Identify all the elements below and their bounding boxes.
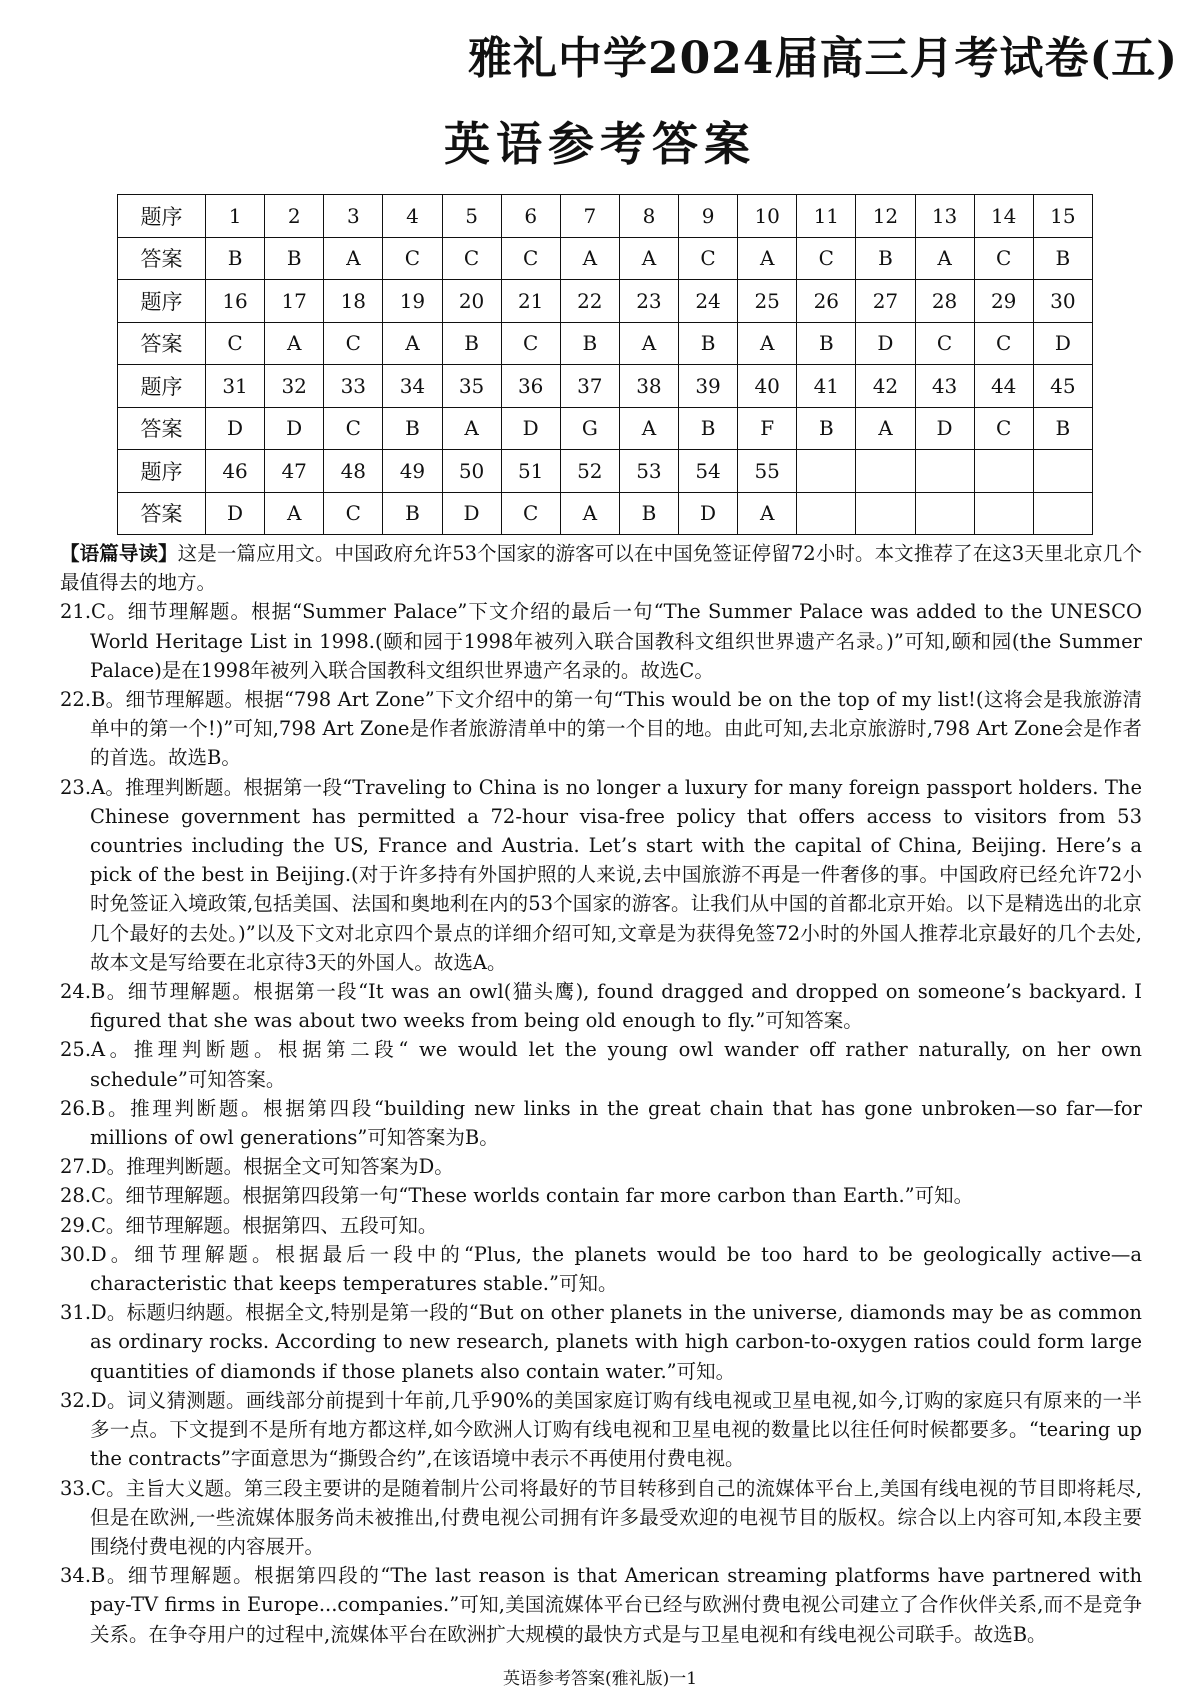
answer-cell: F [738,407,797,450]
question-number-cell: 8 [619,195,678,238]
explanation-item: 29.C。细节理解题。根据第四、五段可知。 [60,1213,438,1237]
answer-cell: C [324,407,383,450]
answer-cell: C [442,237,501,280]
answer-cell: C [797,237,856,280]
answer-cell: B [206,237,265,280]
answer-cell: B [383,492,442,535]
question-number-cell: 34 [383,365,442,408]
question-number-cell: 41 [797,365,856,408]
answer-cell [856,492,915,535]
answer-cell [915,492,974,535]
answer-cell: B [265,237,324,280]
question-number-cell: 37 [560,365,619,408]
answer-cell: C [324,492,383,535]
explanation-item: 27.D。推理判断题。根据全文可知答案为D。 [60,1155,454,1179]
answer-cell: A [619,237,678,280]
explanation-item: 25.A。推理判断题。根据第二段“ we would let the young owl wander off rather naturally, on her own schedule”可知答案。 [60,1038,1142,1091]
row-label: 答案 [118,237,206,280]
question-number-cell: 5 [442,195,501,238]
answer-cell: C [501,237,560,280]
question-number-cell: 35 [442,365,501,408]
question-number-cell: 48 [324,450,383,493]
question-number-cell: 16 [206,280,265,323]
explanation-list [60,597,1142,1648]
answer-cell: C [974,237,1033,280]
answer-row [118,407,1093,450]
question-number-cell: 18 [324,280,383,323]
question-number-cell [856,450,915,493]
answer-row [118,237,1093,280]
question-number-cell: 23 [619,280,678,323]
question-number-cell: 39 [679,365,738,408]
row-label: 题序 [118,365,206,408]
answer-cell: B [856,237,915,280]
question-number-cell: 36 [501,365,560,408]
answer-cell: B [619,492,678,535]
question-number-cell: 26 [797,280,856,323]
question-number-cell: 42 [856,365,915,408]
question-number-cell: 24 [679,280,738,323]
question-number-cell: 25 [738,280,797,323]
answer-row [118,492,1093,535]
answer-cell: B [560,322,619,365]
question-number-cell: 11 [797,195,856,238]
answer-cell [1033,492,1092,535]
answer-cell: A [383,322,442,365]
question-number-cell: 53 [619,450,678,493]
answer-cell: B [1033,237,1092,280]
answer-cell: B [797,407,856,450]
question-number-cell: 17 [265,280,324,323]
question-number-cell: 50 [442,450,501,493]
answer-cell: C [501,492,560,535]
question-number-cell: 2 [265,195,324,238]
reading-guide-tag: 【语篇导读】 [60,542,178,565]
answer-cell: C [974,322,1033,365]
answer-cell: D [265,407,324,450]
explanation-item: 23.A。推理判断题。根据第一段“Traveling to China is no longer a luxury for many foreign passport holders. The Chinese government has permitted a 72-hour visa-free policy that offers access to visitors from 53 countries including the US, France and Austria. Let’s start with the capital of China, Beijing. Here’s a pick of the best in Beijing.(对于许多持有外国护照的人来说,去中国旅游不再是一件奢侈的事。中国政府已经允许72小时免签证入境政策,包括美国、法国和奥地利在内的53个国家的游客。让我们从中国的首都北京开始。以下是精选出的北京几个最好的去处。)”以及下文对北京四个景点的详细介绍可知,文章是为获得免签72小时的外国人推荐北京最好的几个去处,故本文是写给要在北京待3天的外国人。故选A。 [60,775,1142,974]
question-number-cell: 4 [383,195,442,238]
explanation-item: 24.B。细节理解题。根据第一段“It was an owl(猫头鹰), found dragged and dropped on someone’s backyard. I figured that she was about two weeks from being old enough to fly.”可知答案。 [60,980,1142,1033]
question-number-cell: 12 [856,195,915,238]
row-label: 题序 [118,280,206,323]
answer-cell: D [501,407,560,450]
question-number-cell: 1 [206,195,265,238]
answer-cell: B [797,322,856,365]
question-number-cell: 32 [265,365,324,408]
question-number-cell: 28 [915,280,974,323]
explanation-item: 22.B。细节理解题。根据“798 Art Zone”下文介绍中的第一句“This would be on the top of my list!(这将会是我旅游清单中的第一个!)”可知,798 Art Zone是作者旅游清单中的第一个目的地。由此可知,去北京旅游时,798 Art Zone会是作者的首选。故选B。 [60,688,1142,770]
question-number-cell [1033,450,1092,493]
answer-cell: D [206,407,265,450]
answer-cell: C [501,322,560,365]
answer-cell: A [560,237,619,280]
document-title: 英语参考答案 [444,117,756,171]
answer-cell [974,492,1033,535]
question-number-cell: 20 [442,280,501,323]
answer-cell: A [915,237,974,280]
answer-cell: A [738,492,797,535]
question-number-cell: 51 [501,450,560,493]
answer-cell: C [206,322,265,365]
question-number-cell: 31 [206,365,265,408]
answer-cell [797,492,856,535]
question-number-cell: 15 [1033,195,1092,238]
question-number-cell: 45 [1033,365,1092,408]
answer-cell: D [1033,322,1092,365]
row-label: 题序 [118,195,206,238]
answer-cell: B [1033,407,1092,450]
explanation-item: 28.C。细节理解题。根据第四段第一句“These worlds contain far more carbon than Earth.”可知。 [60,1184,974,1208]
answer-cell: A [738,322,797,365]
row-label: 答案 [118,322,206,365]
answer-cell: D [679,492,738,535]
answer-cell: A [265,492,324,535]
question-number-cell: 6 [501,195,560,238]
question-number-cell [915,450,974,493]
question-number-cell: 40 [738,365,797,408]
question-number-cell: 55 [738,450,797,493]
question-number-cell: 29 [974,280,1033,323]
answer-cell: A [619,322,678,365]
answer-cell: B [442,322,501,365]
answer-cell: C [324,322,383,365]
explanation-item: 34.B。细节理解题。根据第四段的“The last reason is that American streaming platforms have partnered with pay-TV firms in Europe...companies.”可知,美国流媒体平台已经与欧洲付费电视公司建立了合作伙伴关系,而不是竞争关系。在争夺用户的过程中,流媒体平台在欧洲扩大规模的最快方式是与卫星电视和有线电视公司联手。故选B。 [60,1564,1142,1646]
question-number-cell: 43 [915,365,974,408]
question-number-cell: 44 [974,365,1033,408]
question-number-cell: 49 [383,450,442,493]
exam-header-title: 雅礼中学2024届高三月考试卷(五) [468,33,1179,84]
explanation-item: 21.C。细节理解题。根据“Summer Palace”下文介绍的最后一句“The Summer Palace was added to the UNESCO World Heritage List in 1998.(颐和园于1998年被列入联合国教科文组织世界遗产名录。)”可知,颐和园(the Summer Palace)是在1998年被列入联合国教科文组织世界遗产名录的。故选C。 [60,600,1142,682]
question-number-cell: 30 [1033,280,1092,323]
answer-cell: B [679,407,738,450]
answer-cell: G [560,407,619,450]
question-number-cell: 33 [324,365,383,408]
explanation-item: 30.D。细节理解题。根据最后一段中的“Plus, the planets would be too hard to be geologically active—a characteristic that keeps temperatures stable.”可知。 [60,1242,1142,1296]
answer-cell: B [679,322,738,365]
question-number-cell: 52 [560,450,619,493]
question-number-cell: 10 [738,195,797,238]
question-number-cell: 7 [560,195,619,238]
answer-row [118,322,1093,365]
question-number-cell: 14 [974,195,1033,238]
answer-cell: D [856,322,915,365]
answer-cell: A [265,322,324,365]
question-number-cell: 54 [679,450,738,493]
answer-cell: A [442,407,501,450]
question-number-cell: 46 [206,450,265,493]
question-number-row [118,365,1093,408]
answer-cell: B [383,407,442,450]
answer-cell: D [206,492,265,535]
question-number-cell [797,450,856,493]
answer-cell: A [560,492,619,535]
question-number-cell: 47 [265,450,324,493]
answer-cell: C [915,322,974,365]
question-number-cell: 22 [560,280,619,323]
answer-cell: D [915,407,974,450]
row-label: 答案 [118,492,206,535]
question-number-cell: 3 [324,195,383,238]
answer-cell: A [324,237,383,280]
explanations-section [60,539,1142,1649]
question-number-cell: 9 [679,195,738,238]
answer-cell: D [442,492,501,535]
page-footer: 英语参考答案(雅礼版)一1 [502,1669,698,1689]
explanation-item: 33.C。主旨大义题。第三段主要讲的是随着制片公司将最好的节目转移到自己的流媒体平台上,美国有线电视的节目即将耗尽,但是在欧洲,一些流媒体服务尚未被推出,付费电视公司拥有许多最受欢迎的电视节目的版权。综合以上内容可知,本段主要围绕付费电视的内容展开。 [60,1476,1142,1558]
question-number-cell [974,450,1033,493]
answer-cell: A [619,407,678,450]
reading-guide-text: 这是一篇应用文。中国政府允许53个国家的游客可以在中国免签证停留72小时。本文推荐了在这3天里北京几个最值得去的地方。 [60,542,1142,595]
question-number-cell: 27 [856,280,915,323]
reading-guide [60,539,1142,597]
explanation-item: 32.D。词义猜测题。画线部分前提到十年前,几乎90%的美国家庭订购有线电视或卫星电视,如今,订购的家庭只有原来的一半多一点。下文提到不是所有地方都这样,如今欧洲人订购有线电视和卫星电视的数量比以往任何时候都要多。“tearing up the contracts”字面意思为“撕毁合约”,在该语境中表示不再使用付费电视。 [60,1388,1142,1471]
row-label: 答案 [118,407,206,450]
answer-cell: C [383,237,442,280]
question-number-row [118,195,1093,238]
question-number-cell: 13 [915,195,974,238]
answer-cell: C [679,237,738,280]
explanation-item: 26.B。推理判断题。根据第四段“building new links in the great chain that has gone unbroken—so far—for millions of owl generations”可知答案为B。 [60,1096,1142,1150]
question-number-row [118,280,1093,323]
question-number-cell: 21 [501,280,560,323]
answer-cell: C [974,407,1033,450]
question-number-cell: 38 [619,365,678,408]
explanation-item: 31.D。标题归纳题。根据全文,特别是第一段的“But on other planets in the universe, diamonds may be as common as ordinary rocks. According to new research, planets with high carbon-to-oxygen ratios could form large quantities of diamonds if those planets also contain water.”可知。 [60,1301,1142,1383]
row-label: 题序 [118,450,206,493]
question-number-row [118,450,1093,493]
question-number-cell: 19 [383,280,442,323]
answer-cell: A [856,407,915,450]
answer-table [117,194,1093,535]
answer-cell: A [738,237,797,280]
